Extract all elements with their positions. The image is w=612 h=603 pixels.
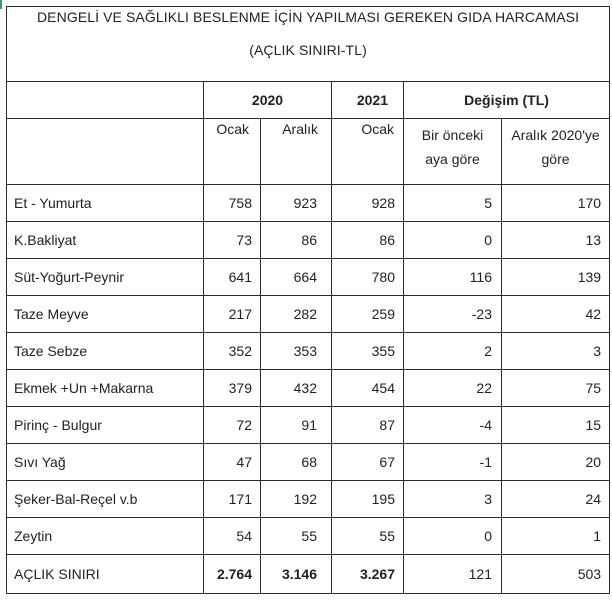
cell-diff-vs-december: 170 bbox=[502, 185, 610, 222]
empty-header-cell bbox=[7, 82, 204, 119]
subheader-prev-month-line1: Bir önceki bbox=[421, 127, 484, 143]
total-ocak-2021: 3.267 bbox=[332, 555, 404, 594]
cell-aralik-2020: 432 bbox=[261, 370, 332, 407]
subheader-prev-month bbox=[404, 119, 502, 185]
cell-diff-vs-december: 75 bbox=[502, 370, 610, 407]
table-row bbox=[7, 407, 610, 444]
cell-ocak-2020: 758 bbox=[204, 185, 261, 222]
cell-aralik-2020: 68 bbox=[261, 444, 332, 481]
cell-label: Süt-Yoğurt-Peynir bbox=[7, 259, 204, 296]
cell-ocak-2020: 641 bbox=[204, 259, 261, 296]
cell-label: Zeytin bbox=[7, 518, 204, 555]
cell-diff-prev-month: -4 bbox=[404, 407, 502, 444]
cell-diff-vs-december: 15 bbox=[502, 407, 610, 444]
cell-ocak-2020: 171 bbox=[204, 481, 261, 518]
cell-label: K.Bakliyat bbox=[7, 222, 204, 259]
food-expenditure-table bbox=[6, 6, 610, 594]
table-title: DENGELİ VE SAĞLIKLI BESLENME İÇİN YAPILMASI GEREKEN GIDA HARCAMASI bbox=[36, 9, 580, 25]
cell-diff-prev-month: -1 bbox=[404, 444, 502, 481]
cell-diff-prev-month: 3 bbox=[404, 481, 502, 518]
cell-diff-prev-month: 22 bbox=[404, 370, 502, 407]
cell-aralik-2020: 664 bbox=[261, 259, 332, 296]
cell-label: Et - Yumurta bbox=[7, 185, 204, 222]
cell-diff-prev-month: -23 bbox=[404, 296, 502, 333]
cell-diff-vs-december: 139 bbox=[502, 259, 610, 296]
cell-ocak-2021: 87 bbox=[332, 407, 404, 444]
table-row bbox=[7, 481, 610, 518]
table-subtitle: (AÇLIK SINIRI-TL) bbox=[249, 42, 367, 58]
table-row bbox=[7, 333, 610, 370]
cell-ocak-2020: 73 bbox=[204, 222, 261, 259]
year-2021-header: 2021 bbox=[332, 82, 404, 119]
accent-mark bbox=[0, 0, 2, 9]
cell-aralik-2020: 86 bbox=[261, 222, 332, 259]
table-row bbox=[7, 259, 610, 296]
change-header: Değişim (TL) bbox=[404, 82, 610, 119]
cell-diff-prev-month: 0 bbox=[404, 518, 502, 555]
cell-label: Taze Meyve bbox=[7, 296, 204, 333]
cell-aralik-2020: 55 bbox=[261, 518, 332, 555]
cell-diff-prev-month: 116 bbox=[404, 259, 502, 296]
cell-ocak-2021: 55 bbox=[332, 518, 404, 555]
subheader-row bbox=[7, 119, 610, 185]
cell-diff-vs-december: 13 bbox=[502, 222, 610, 259]
title-row bbox=[7, 7, 610, 82]
table-row bbox=[7, 518, 610, 555]
cell-aralik-2020: 192 bbox=[261, 481, 332, 518]
total-aralik-2020: 3.146 bbox=[261, 555, 332, 594]
cell-diff-vs-december: 24 bbox=[502, 481, 610, 518]
total-row bbox=[7, 555, 610, 594]
cell-ocak-2020: 72 bbox=[204, 407, 261, 444]
cell-diff-prev-month: 5 bbox=[404, 185, 502, 222]
subheader-vs-december bbox=[502, 119, 610, 185]
cell-label: Ekmek +Un +Makarna bbox=[7, 370, 204, 407]
cell-ocak-2020: 217 bbox=[204, 296, 261, 333]
cell-ocak-2020: 47 bbox=[204, 444, 261, 481]
cell-aralik-2020: 282 bbox=[261, 296, 332, 333]
table-row bbox=[7, 185, 610, 222]
cell-ocak-2021: 67 bbox=[332, 444, 404, 481]
cell-ocak-2020: 54 bbox=[204, 518, 261, 555]
subheader-vs-december-line1: Aralık 2020'ye bbox=[511, 127, 600, 143]
year-header-row bbox=[7, 82, 610, 119]
cell-label: Pirinç - Bulgur bbox=[7, 407, 204, 444]
cell-ocak-2021: 86 bbox=[332, 222, 404, 259]
table-row bbox=[7, 222, 610, 259]
subheader-aralik-2020: Aralık bbox=[261, 119, 332, 185]
empty-subheader-cell bbox=[7, 119, 204, 185]
cell-aralik-2020: 91 bbox=[261, 407, 332, 444]
cell-diff-vs-december: 42 bbox=[502, 296, 610, 333]
subheader-vs-december-line2: göre bbox=[541, 151, 570, 167]
table-row bbox=[7, 370, 610, 407]
cell-label: Taze Sebze bbox=[7, 333, 204, 370]
subheader-ocak-2021: Ocak bbox=[332, 119, 404, 185]
total-label: AÇLIK SINIRI bbox=[7, 555, 204, 594]
cell-diff-prev-month: 2 bbox=[404, 333, 502, 370]
total-diff-prev-month: 121 bbox=[404, 555, 502, 594]
subheader-ocak-2020: Ocak bbox=[204, 119, 261, 185]
table-row bbox=[7, 444, 610, 481]
cell-diff-prev-month: 0 bbox=[404, 222, 502, 259]
subheader-prev-month-line2: aya göre bbox=[425, 151, 480, 167]
table-row bbox=[7, 296, 610, 333]
cell-diff-vs-december: 20 bbox=[502, 444, 610, 481]
year-2020-header: 2020 bbox=[204, 82, 332, 119]
cell-ocak-2020: 352 bbox=[204, 333, 261, 370]
cell-ocak-2021: 780 bbox=[332, 259, 404, 296]
cell-ocak-2021: 928 bbox=[332, 185, 404, 222]
table-title-cell bbox=[7, 7, 610, 82]
cell-label: Sıvı Yağ bbox=[7, 444, 204, 481]
cell-ocak-2020: 379 bbox=[204, 370, 261, 407]
cell-aralik-2020: 923 bbox=[261, 185, 332, 222]
cell-ocak-2021: 355 bbox=[332, 333, 404, 370]
table-body bbox=[7, 185, 610, 555]
cell-diff-vs-december: 3 bbox=[502, 333, 610, 370]
cell-ocak-2021: 195 bbox=[332, 481, 404, 518]
total-ocak-2020: 2.764 bbox=[204, 555, 261, 594]
cell-ocak-2021: 454 bbox=[332, 370, 404, 407]
total-diff-vs-december: 503 bbox=[502, 555, 610, 594]
cell-aralik-2020: 353 bbox=[261, 333, 332, 370]
cell-ocak-2021: 259 bbox=[332, 296, 404, 333]
cell-diff-vs-december: 1 bbox=[502, 518, 610, 555]
cell-label: Şeker-Bal-Reçel v.b bbox=[7, 481, 204, 518]
